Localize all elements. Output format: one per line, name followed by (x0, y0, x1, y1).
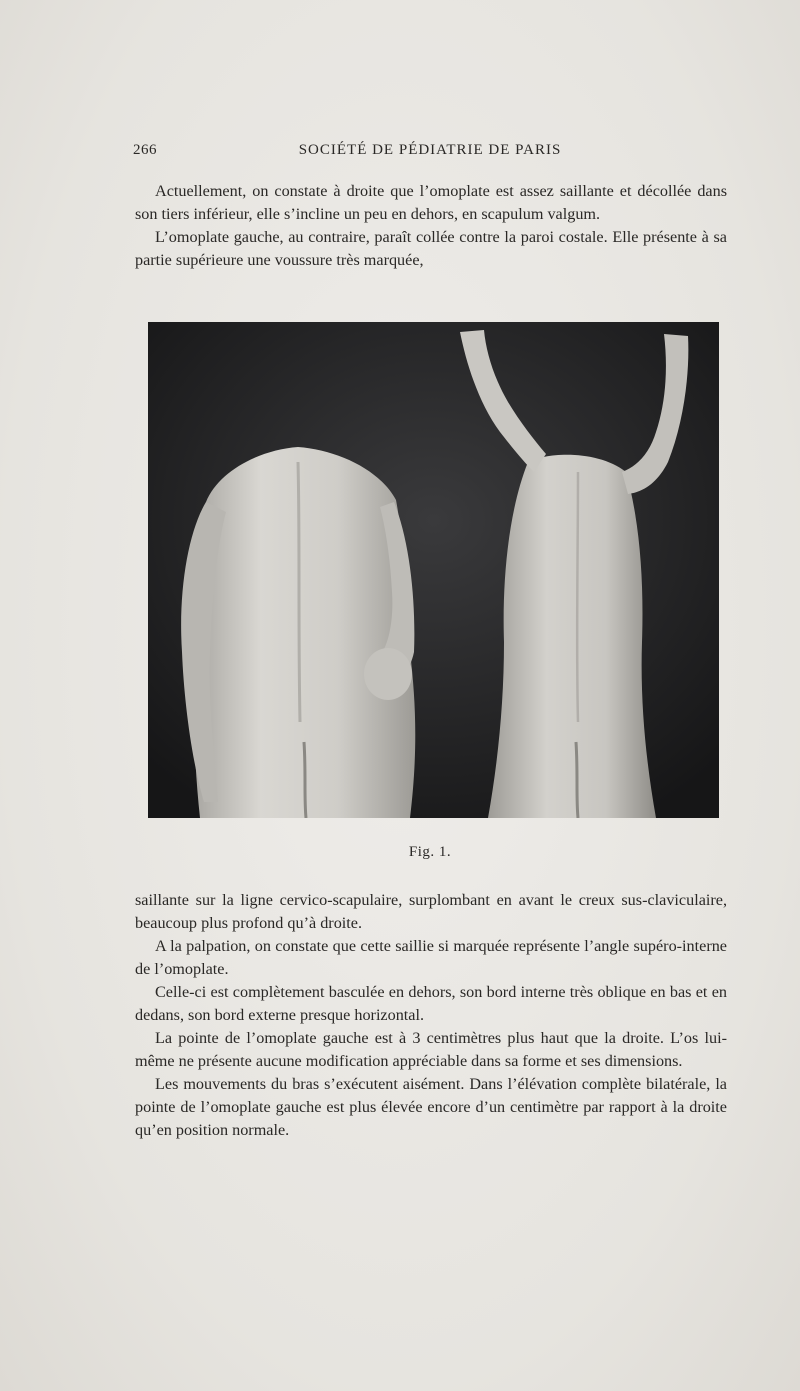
left-figure (181, 447, 415, 818)
figure-photograph (148, 322, 719, 818)
paragraph: A la palpation, on constate que cette saillie si marquée représente l’angle supéro-interne de l’omoplate. (135, 937, 727, 978)
paragraph: Celle-ci est complètement basculée en dehors, son bord interne très oblique en bas et en dedans, son bord externe presque horizontal. (135, 983, 727, 1024)
running-title: SOCIÉTÉ DE PÉDIATRIE DE PARIS (298, 142, 562, 158)
page-header (133, 142, 727, 166)
paragraph: Actuellement, on constate à droite que l’omoplate est assez saillante et décollée dans son tiers inférieur, elle s’incline un peu en dehors, en scapulum valgum. (135, 182, 727, 223)
paragraph: Les mouvements du bras s’exécutent aisément. Dans l’élévation complète bilatérale, la pointe de l’omoplate gauche est plus élevée encore d’un centimètre par rapport à la droite qu’en position normale. (135, 1075, 727, 1139)
photograph-two-backs (148, 322, 719, 818)
paragraph: L’omoplate gauche, au contraire, paraît collée contre la paroi costale. Elle présente à sa partie supérieure une voussure très marquée, (135, 228, 727, 269)
paragraph: saillante sur la ligne cervico-scapulaire, surplombant en avant le creux sus-claviculaire, beaucoup plus profond qu’à droite. (135, 891, 727, 932)
page-number: 266 (133, 142, 157, 158)
text-block-bottom (135, 889, 727, 1142)
figure-caption: Fig. 1. (408, 844, 452, 860)
text-block-top (135, 180, 727, 272)
paragraph: La pointe de l’omoplate gauche est à 3 centimètres plus haut que la droite. L’os lui-même ne présente aucune modification appréciable dans sa forme et ses dimensions. (135, 1029, 727, 1070)
